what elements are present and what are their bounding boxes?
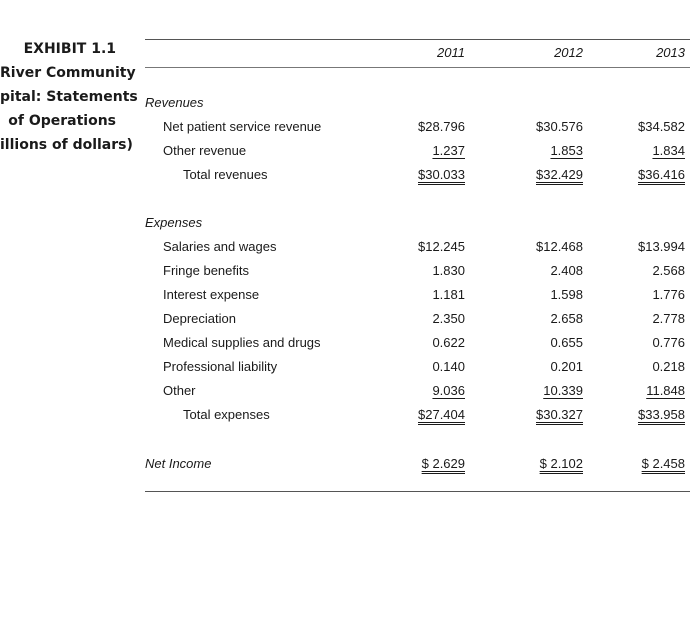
row-label: Interest expense <box>163 287 260 302</box>
cell-2012: 1.853 <box>550 143 583 158</box>
row-label: Other revenue <box>163 143 247 158</box>
cell-2013: 1.776 <box>652 287 685 302</box>
cell-2013: 1.834 <box>652 143 685 158</box>
cell-2013: $36.416 <box>638 167 685 182</box>
total-row-revenues <box>0 166 700 190</box>
cell-2013: $13.994 <box>638 239 685 254</box>
row-label: Total expenses <box>183 407 270 422</box>
cell-2011: 0.622 <box>432 335 465 350</box>
cell-2011: 2.350 <box>432 311 465 326</box>
exhibit-units-line: illions of dollars) <box>0 137 133 153</box>
cell-2012: $ 2.102 <box>539 456 583 471</box>
cell-2011: $12.245 <box>418 239 465 254</box>
table-row <box>0 238 700 262</box>
cell-2011: $ 2.629 <box>421 456 465 471</box>
exhibit-title-line-3: of Operations <box>8 113 116 129</box>
cell-2012: 1.598 <box>550 287 583 302</box>
table-row <box>0 310 700 334</box>
cell-2011: 1.237 <box>432 143 465 158</box>
row-label: Depreciation <box>163 311 236 326</box>
expenses-heading: Expenses <box>145 215 203 230</box>
cell-2012: 2.658 <box>550 311 583 326</box>
cell-2012: $30.327 <box>536 407 583 422</box>
table-row <box>0 262 700 286</box>
cell-2011: $28.796 <box>418 119 465 134</box>
net-income-row <box>0 455 700 479</box>
cell-2013: 2.778 <box>652 311 685 326</box>
cell-2011: $27.404 <box>418 407 465 422</box>
cell-2013: $33.958 <box>638 407 685 422</box>
column-header-2011: 2011 <box>437 45 465 60</box>
row-label: Professional liability <box>163 359 278 374</box>
row-label: Other <box>163 383 196 398</box>
cell-2011: 1.830 <box>432 263 465 278</box>
total-row-expenses <box>0 406 700 430</box>
cell-2012: 10.339 <box>543 383 583 398</box>
table-top-rule <box>145 39 690 40</box>
table-row <box>0 382 700 406</box>
table-row <box>0 358 700 382</box>
exhibit-title-line-2: pital: Statements <box>0 89 138 105</box>
cell-2013: $34.582 <box>638 119 685 134</box>
cell-2012: $30.576 <box>536 119 583 134</box>
revenues-heading: Revenues <box>145 95 204 110</box>
cell-2013: 0.776 <box>652 335 685 350</box>
cell-2013: 11.848 <box>646 383 685 398</box>
cell-2012: 0.201 <box>550 359 583 374</box>
table-bottom-rule <box>145 491 690 492</box>
cell-2012: $12.468 <box>536 239 583 254</box>
cell-2012: 0.655 <box>550 335 583 350</box>
row-label: Total revenues <box>183 167 268 182</box>
cell-2013: 0.218 <box>652 359 685 374</box>
section-heading-expenses <box>0 214 700 238</box>
cell-2011: $30.033 <box>418 167 465 182</box>
exhibit-number: EXHIBIT 1.1 <box>23 41 116 57</box>
cell-2011: 0.140 <box>432 359 465 374</box>
row-label: Salaries and wages <box>163 239 277 254</box>
cell-2011: 9.036 <box>432 383 465 398</box>
cell-2012: $32.429 <box>536 167 583 182</box>
header-rule <box>145 67 690 68</box>
cell-2012: 2.408 <box>550 263 583 278</box>
column-header-2013: 2013 <box>656 45 685 60</box>
row-label: Fringe benefits <box>163 263 249 278</box>
table-row <box>0 142 700 166</box>
table-row <box>0 118 700 142</box>
cell-2013: 2.568 <box>652 263 685 278</box>
row-label: Net Income <box>145 456 212 471</box>
row-label: Medical supplies and drugs <box>163 335 321 350</box>
exhibit-title-line-1: River Community <box>0 65 136 81</box>
cell-2011: 1.181 <box>432 287 465 302</box>
table-row <box>0 334 700 358</box>
cell-2013: $ 2.458 <box>641 456 685 471</box>
table-row <box>0 286 700 310</box>
section-heading-revenues <box>0 94 700 118</box>
column-header-2012: 2012 <box>554 45 583 60</box>
row-label: Net patient service revenue <box>163 119 322 134</box>
